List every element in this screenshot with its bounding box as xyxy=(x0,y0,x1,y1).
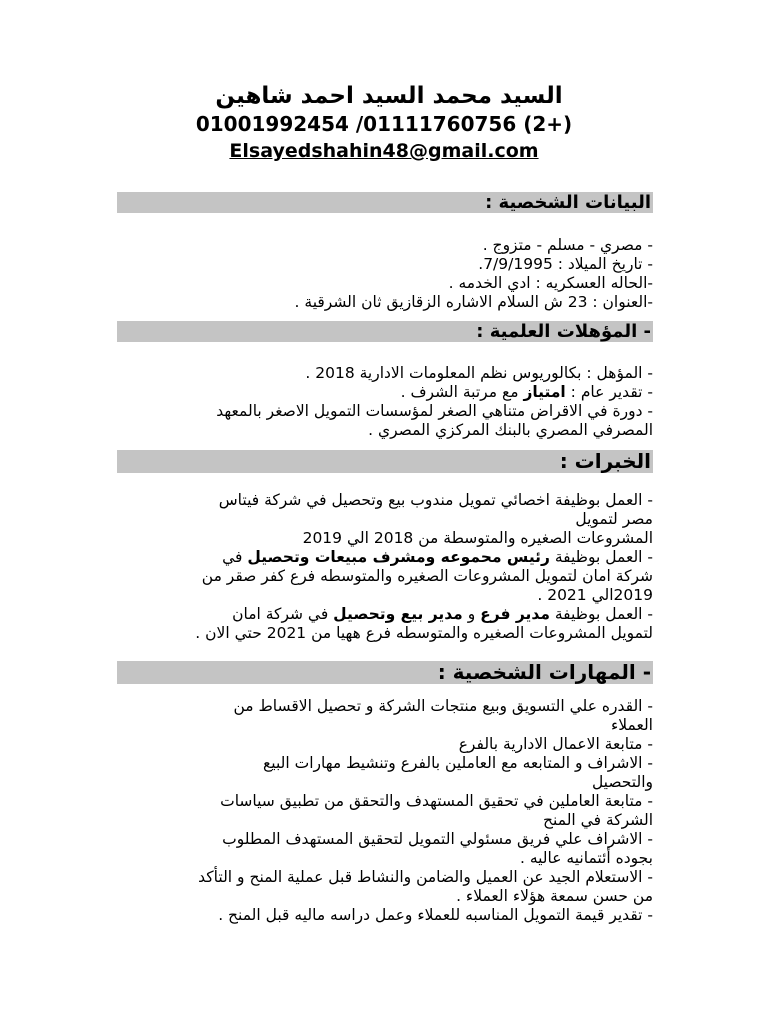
experience-line: - العمل بوظيفة اخصائي تمويل مندوب بيع وتحصيل في شركة فيتاس xyxy=(218,491,653,509)
skill-line: - الاستعلام الجيد عن العميل والضامن والنشاط قبل عملية المنح و التأكد xyxy=(198,868,653,886)
experience-line xyxy=(117,605,653,624)
experience-details xyxy=(117,491,653,643)
qualification-line: - دورة في الاقراض متناهي الصغر لمؤسسات التمويل الاصغر بالمعهد xyxy=(216,402,653,420)
job-suffix: في شركة امان xyxy=(232,605,334,623)
job-prefix: - العمل بوظيفة xyxy=(549,605,653,623)
skill-line: - القدره علي التسويق وبيع منتجات الشركة و تحصيل الاقساط من xyxy=(233,697,653,715)
applicant-name: السيد محمد السيد احمد شاهين xyxy=(215,83,563,109)
skill-line: - متابعة العاملين في تحقيق المستهدف والتحقق من تطبيق سياسات xyxy=(220,792,653,810)
qualification-line: المصرفي المصري بالبنك المركزي المصري . xyxy=(368,421,653,439)
qualifications-details xyxy=(117,364,653,440)
experience-line: لتمويل المشروعات الصغيره والمتوسطه فرع ههيا من 2021 حتي الان . xyxy=(195,624,653,642)
skills-details xyxy=(117,697,653,925)
skill-line: - الاشراف علي فريق مسئولي التمويل لتحقيق المستهدف المطلوب xyxy=(222,830,653,848)
section-qualifications xyxy=(117,321,653,342)
skill-line: - متابعة الاعمال الادارية بالفرع xyxy=(458,735,653,753)
personal-line: -العنوان : 23 ش السلام الاشاره الزقازيق ثان الشرقية . xyxy=(294,293,653,311)
job-suffix: في xyxy=(222,548,248,566)
qualification-line xyxy=(117,383,653,402)
skill-line: - تقدير قيمة التمويل المناسبه للعملاء وعمل دراسه ماليه قبل المنح . xyxy=(218,906,653,924)
qualification-line: - المؤهل : بكالوريوس نظم المعلومات الادارية 2018 . xyxy=(305,364,653,382)
skill-line: بجوده أئتمانيه عاليه . xyxy=(519,849,653,867)
section-title: الخبرات : xyxy=(559,449,651,473)
section-title: البيانات الشخصية : xyxy=(485,192,651,213)
skill-line: الشركة في المنح xyxy=(543,811,653,829)
personal-line: -الحاله العسكريه : ادي الخدمه . xyxy=(448,274,653,292)
section-title: - المؤهلات العلمية : xyxy=(476,321,651,342)
personal-details xyxy=(117,236,653,312)
skill-line: - الاشراف و المتابعه مع العاملين بالفرع وتنشيط مهارات البيع xyxy=(263,754,653,772)
experience-line: مصر لتمويل xyxy=(575,510,653,528)
experience-line: شركة امان لتمويل المشروعات الصغيره والمتوسطه فرع كفر صقر من xyxy=(201,567,653,585)
experience-line: المشروعات الصغيره والمتوسطة من 2018 الي 2019 xyxy=(302,529,653,547)
personal-line: - تاريخ الميلاد : 7/9/1995. xyxy=(478,255,653,273)
email-address: Elsayedshahin48@gmail.com xyxy=(229,140,539,162)
job-title: مدير فرع xyxy=(480,605,550,623)
job-title: مدير بيع وتحصيل xyxy=(333,605,463,623)
section-title: - المهارات الشخصية : xyxy=(437,660,651,684)
section-experience xyxy=(117,450,653,473)
grade-value: امتياز xyxy=(523,383,566,401)
experience-line: 2019الي 2021 . xyxy=(537,586,653,604)
section-skills xyxy=(117,661,653,684)
experience-line xyxy=(117,548,653,567)
job-title: رئيس محموعه ومشرف مبيعات وتحصيل xyxy=(247,548,550,566)
grade-note: مع مرتبة الشرف . xyxy=(400,383,524,401)
phone-numbers: 01001992454 /01111760756 (2+) xyxy=(195,112,573,136)
skill-line: العملاء xyxy=(610,716,653,734)
skill-line: والتحصيل xyxy=(591,773,653,791)
job-conjunction: و xyxy=(462,605,481,623)
skill-line: من حسن سمعة هؤلاء العملاء . xyxy=(456,887,653,905)
section-personal-data xyxy=(117,192,653,213)
grade-label: - تقدير عام : xyxy=(565,383,653,401)
job-prefix: - العمل بوظيفة xyxy=(549,548,653,566)
personal-line: - مصري - مسلم - متزوج . xyxy=(482,236,653,254)
